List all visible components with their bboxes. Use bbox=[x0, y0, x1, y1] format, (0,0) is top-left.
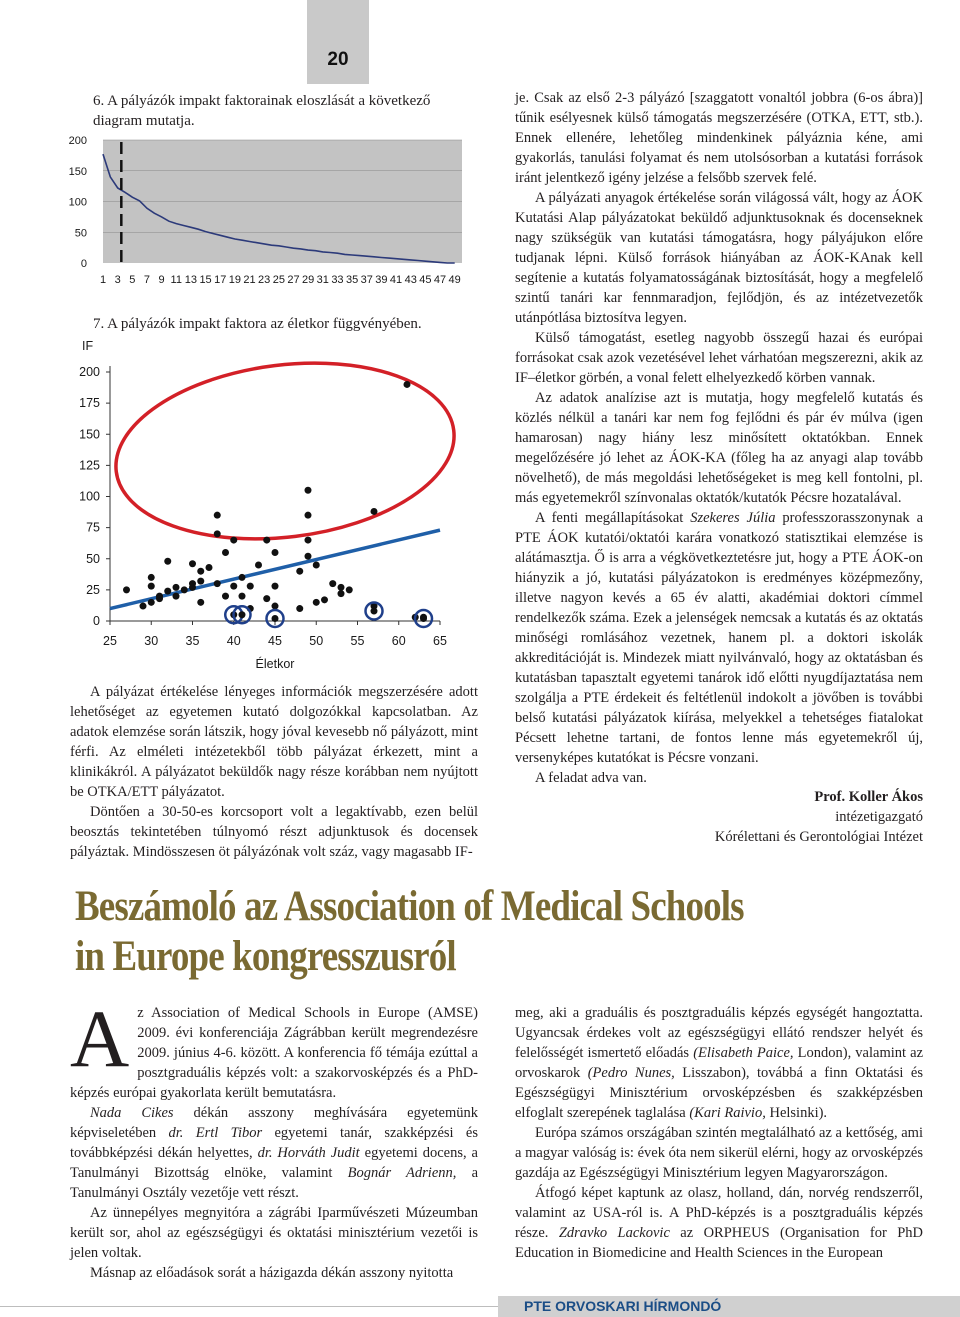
fig7-data-point bbox=[313, 599, 320, 606]
fig7-y-axis-label: IF bbox=[82, 339, 94, 353]
fig7-data-point bbox=[156, 595, 163, 602]
fig7-data-point bbox=[173, 584, 180, 591]
right-paragraph-3: Külső támogatást, esetleg nagyobb összegű hazai és európai forrásokat csak azok vezetésével lehet várhatóan megszerezni, akik az IF–életkor görbén, a vonal felett elhelyezkedő körben vannak. bbox=[515, 330, 923, 386]
fig6-x-tick-label: 21 bbox=[243, 274, 256, 286]
fig7-data-point bbox=[189, 584, 196, 591]
fig6-x-tick-label: 23 bbox=[258, 274, 271, 286]
figure6-caption: 6. A pályázók impakt faktorainak eloszlását a következő diagram mutatja. bbox=[93, 93, 431, 129]
fig6-x-tick-label: 37 bbox=[360, 274, 373, 286]
fig7-y-tick-label: 0 bbox=[93, 614, 100, 628]
fig6-y-tick-label: 100 bbox=[68, 196, 87, 209]
fig7-data-point bbox=[173, 593, 180, 600]
fig7-x-tick-label: 40 bbox=[226, 634, 241, 648]
fig7-data-point bbox=[148, 574, 155, 581]
figure7-chart bbox=[70, 334, 480, 676]
fig6-x-tick-label: 9 bbox=[158, 274, 165, 286]
fig7-circled-data-point bbox=[371, 608, 378, 615]
fig7-data-point bbox=[255, 561, 262, 568]
footer-bar bbox=[498, 1296, 960, 1317]
fig7-x-tick-label: 25 bbox=[103, 634, 117, 648]
fig7-x-tick-label: 55 bbox=[350, 634, 365, 648]
signature-name: Prof. Koller Ákos bbox=[814, 789, 923, 805]
fig6-x-tick-label: 31 bbox=[316, 274, 329, 286]
fig7-data-point bbox=[305, 537, 312, 544]
fig6-x-tick-label: 15 bbox=[199, 274, 212, 286]
article-paragraph-2: Nada Cikes dékán asszony meghívására egyetemünk képviseletében dr. Ertl Tibor egyetemi tanár, szakképzési és továbbképzési dékán helyettes, dr. Horváth Judit egyetemi docens, a Tanulmányi Bizottság elnöke, valamint Bognár Adrienn, a Tanulmányi Osztály vezetője vett részt. bbox=[70, 1105, 479, 1201]
fig6-x-tick-label: 49 bbox=[448, 274, 461, 286]
fig7-data-point bbox=[239, 593, 246, 600]
fig7-y-tick-label: 75 bbox=[86, 520, 100, 535]
fig6-y-tick-label: 150 bbox=[68, 165, 87, 178]
fig7-data-point bbox=[123, 586, 130, 593]
fig7-data-point bbox=[189, 560, 196, 567]
fig6-x-tick-label: 47 bbox=[433, 274, 447, 286]
fig6-x-tick-label: 35 bbox=[345, 274, 359, 286]
footer-rule bbox=[0, 1306, 498, 1307]
fig7-x-tick-label: 50 bbox=[309, 634, 324, 648]
left-paragraph-1: A pályázat értékelése lényeges információk megszerzésére adott lehetőséget az egyetemen kutató dolgozókkal kapcsolatban. Az adatok elemzése során látszik, hogy jóval kevesebb nő pályázott, mint férfi. Az elméleti intézetekből több pályázat érkezett, mint a klinikákról. A pályázatot beküldők nagy része korábban nem nyújtott be OTKA/ETT pályázatot. bbox=[70, 684, 478, 800]
article-title: Beszámoló az Association of Medical Schools in Europe kongresszusról bbox=[75, 883, 744, 980]
fig7-data-point bbox=[197, 599, 204, 606]
journal-name: PTE ORVOSKARI HÍRMONDÓ bbox=[524, 1298, 722, 1314]
fig6-x-tick-label: 17 bbox=[214, 274, 227, 286]
fig6-x-tick-label: 25 bbox=[272, 274, 285, 286]
fig7-data-point bbox=[329, 580, 336, 587]
article-paragraph-1: Az Association of Medical Schools in Europe (AMSE) 2009. évi konferenciája Zágrábban került megrendezésre 2009. június 4-6. között. A konferencia fő témája ezúttal a posztgraduális képzés volt: a szakorvosképzés és a PhD- képzés európai gyakorlata került bemutatásra. bbox=[70, 993, 478, 1101]
right-paragraph-4: Az adatok analízise azt is mutatja, hogy megfelelő kutatás és közlés nélkül a tanári kar nem fog fejlődni és pár év múlva (igen hamarosan) nagy hiány lesz minősített oktatókban. Ennek megelőzésére jó lehet az ÁOK-KA (főleg ha az anyagi alap tovább növelhető), de más megoldási lehetőségeket is meg kell fontolni, pl. más egyetemekről színvonalas oktatók/kutatók Pécsre hozatalával. bbox=[515, 390, 923, 506]
fig6-y-tick-label: 50 bbox=[74, 227, 87, 240]
fig6-x-tick-label: 7 bbox=[143, 274, 151, 286]
fig7-data-point bbox=[214, 530, 221, 537]
fig7-data-point bbox=[263, 595, 270, 602]
fig7-y-tick-label: 100 bbox=[79, 489, 100, 504]
fig7-data-point bbox=[164, 588, 171, 595]
fig7-data-point bbox=[321, 596, 328, 603]
figure6-chart bbox=[60, 128, 475, 300]
fig7-data-point bbox=[197, 578, 204, 585]
author-szekeres: Szekeres Júlia bbox=[690, 510, 776, 526]
fig6-x-tick-label: 27 bbox=[287, 274, 300, 286]
right-column-text bbox=[515, 88, 923, 788]
figure7-caption: 7. A pályázók impakt faktora az életkor függvényében. bbox=[93, 316, 422, 332]
fig6-x-tick-label: 19 bbox=[228, 274, 242, 286]
page-number-tab bbox=[307, 0, 369, 84]
fig6-x-tick-label: 3 bbox=[114, 274, 121, 286]
drop-cap: A bbox=[70, 993, 130, 1084]
fig7-data-point bbox=[338, 584, 345, 591]
fig7-data-point bbox=[197, 568, 204, 575]
right-paragraph-1: je. Csak az első 2-3 pályázó [szaggatott vonaltól jobbra (6-os ábra)] tűnik esélyesnek külső támogatás megszerzésére (OTKA, ETT, stb.). Ennek ellenére, lehetőleg mindenkinek pályáznia kéne, ami gyakorlás, tanulási folyamat és nem utolsósorban a kutatási források iránt jelentkező igény jelzése a felsőbb szervek felé. bbox=[515, 90, 923, 186]
fig7-data-point bbox=[222, 593, 229, 600]
fig7-data-point bbox=[206, 564, 213, 571]
fig7-data-point bbox=[181, 586, 188, 593]
fig7-data-point bbox=[230, 537, 237, 544]
fig7-data-point bbox=[338, 590, 345, 597]
fig7-data-point bbox=[272, 549, 279, 556]
signature-block bbox=[515, 787, 923, 847]
fig6-y-tick-label: 200 bbox=[68, 135, 87, 147]
article-paragraph-3: Az ünnepélyes megnyitóra a zágrábi Iparművészeti Múzeumban került sor, ahol az egészségügyi és oktatási minisztérium vezetői is jelen voltak. bbox=[70, 1205, 478, 1261]
fig7-data-point bbox=[230, 583, 237, 590]
left-paragraph-2: Döntően a 30-50-es korcsoport volt a legaktívabb, ezen belül beosztás tekintetében túlnyomó részt adjunktusok és docensek pályáztak. Mindösszesen öt pályázónak volt száz, vagy magasabb IF- bbox=[70, 804, 478, 860]
fig7-data-point bbox=[296, 568, 303, 575]
fig6-x-tick-label: 29 bbox=[302, 274, 315, 286]
right-paragraph-2: A pályázati anyagok értékelése során világossá vált, hogy az ÁOK Kutatási Alap pályázatokat beküldő adjunktusoknak és docenseknek nagy szükségük van kutatási támogatásra, hogy pályájukon előre tudjanak lépni. Külső források hiányában az ÁOK-KAnak kell segítenie a kutatás folyamatosságának biztosítását, hogy a megfelelő szintű tanári kar fennmaradjon, fejlődjön, és az intézetvezetők utánpótlása biztosítva legyen. bbox=[515, 190, 923, 326]
fig7-data-point bbox=[164, 558, 171, 565]
fig7-data-point bbox=[272, 583, 279, 590]
fig6-x-tick-label: 33 bbox=[331, 274, 344, 286]
fig7-data-point bbox=[247, 583, 254, 590]
fig6-x-tick-label: 5 bbox=[129, 274, 136, 286]
fig7-y-tick-label: 150 bbox=[79, 427, 100, 442]
fig7-circled-data-point bbox=[420, 615, 427, 622]
fig7-data-point bbox=[305, 512, 312, 519]
fig7-data-point bbox=[214, 512, 221, 519]
fig7-x-tick-label: 45 bbox=[268, 634, 282, 648]
fig6-x-tick-label: 1 bbox=[99, 274, 107, 286]
fig7-data-point bbox=[239, 574, 246, 581]
fig7-data-point bbox=[140, 603, 147, 610]
fig7-circled-data-point bbox=[239, 611, 246, 618]
signature-role: intézetigazgató bbox=[835, 809, 923, 825]
fig7-x-tick-label: 65 bbox=[433, 634, 447, 648]
fig6-y-tick-label: 0 bbox=[80, 258, 87, 270]
fig7-y-tick-label: 125 bbox=[79, 458, 100, 473]
article-paragraph-4: Másnap az előadások sorát a házigazda dékán asszony nyitotta bbox=[90, 1265, 454, 1281]
left-column-text bbox=[70, 682, 478, 862]
fig7-data-point bbox=[272, 603, 279, 610]
fig7-highlight-ellipse bbox=[106, 345, 464, 557]
fig6-x-tick-label: 41 bbox=[389, 274, 403, 286]
fig7-x-axis-label: Életkor bbox=[255, 657, 295, 671]
article-left-column bbox=[70, 993, 479, 1283]
fig7-data-point bbox=[346, 586, 353, 593]
fig7-x-tick-label: 60 bbox=[391, 634, 406, 648]
fig7-y-tick-label: 200 bbox=[79, 365, 100, 379]
fig7-data-point bbox=[305, 553, 312, 560]
fig7-data-point bbox=[214, 580, 221, 587]
fig7-circled-data-point bbox=[272, 615, 279, 622]
signature-institute: Kórélettani és Gerontológiai Intézet bbox=[714, 829, 923, 845]
fig7-data-point bbox=[263, 537, 270, 544]
fig7-data-point bbox=[148, 599, 155, 606]
right-paragraph-5: A fenti megállapításokat Szekeres Júlia professzorasszonynak a PTE ÁOK kutatói/oktatói karára vonatkozó statisztikai elemzése is alátámasztja. Ő is arra a végkövetkeztetésre jut, hogy a PTE ÁOK-on hiányzik a jó, kutatási pályázatokon is eredményes középmezőny, illetve nagyon kevés a 65 év alatti, akadémiai doktori címmel rendelkezők száma. Ezek a jelenségek nemcsak a kutatás és az oktatás minőségi romlásához vezetnek, hanem pl. a doktori iskolák akkreditációját is. Mindezek miatt nyilvánvaló, hogy az oktatásban és kutatásban tapasztalt egyetemi tanárok idő előtti nyugdíjaztatása nem szolgálja a PTE érdekeit és feltétlenül indokolt a jövőben is további belső kutatási pályázatok kiírása, melyekkel a tehetséges fiatalokat Pécsett lehetne tartani, de fontos lenne más egyetemekről új, versenyképes kutatókat is Pécsre vonzani. bbox=[515, 510, 923, 766]
article-paragraph-6: Európa számos országában szintén megtalálható az a kettőség, ami a magyar valóság is: évek óta nem sikerül elérni, hogy az orvosképzés gazdája az Egészségügyi Minisztérium legyen Magyarországon. bbox=[515, 1125, 923, 1181]
fig7-data-point bbox=[296, 605, 303, 612]
fig6-x-tick-label: 13 bbox=[184, 274, 198, 286]
fig6-x-tick-label: 43 bbox=[404, 274, 417, 286]
fig7-data-point bbox=[404, 381, 411, 388]
fig7-data-point bbox=[313, 561, 320, 568]
fig7-data-point bbox=[222, 549, 229, 556]
fig7-x-tick-label: 35 bbox=[185, 634, 200, 648]
fig6-x-tick-label: 11 bbox=[170, 274, 182, 286]
article-right-column bbox=[515, 1003, 923, 1263]
page-number: 20 bbox=[327, 49, 349, 70]
fig6-x-tick-label: 39 bbox=[375, 274, 388, 286]
fig6-x-tick-label: 45 bbox=[419, 274, 432, 286]
fig7-y-tick-label: 25 bbox=[86, 582, 100, 597]
article-paragraph-7: Átfogó képet kaptunk az olasz, holland, dán, norvég rendszerről, valamint az USA-ról is. A PhD-képzés is a posztgraduális képzés része. Zdravko Lackovic az ORPHEUS (Organisation for PhD Education in Biomedicine and Health Sciences in the European bbox=[515, 1185, 924, 1261]
fig7-data-point bbox=[148, 583, 155, 590]
fig7-data-point bbox=[371, 508, 378, 515]
fig7-y-tick-label: 175 bbox=[79, 396, 100, 411]
right-paragraph-6: A feladat adva van. bbox=[535, 770, 647, 786]
fig7-data-point bbox=[305, 487, 312, 494]
fig7-y-tick-label: 50 bbox=[86, 551, 100, 566]
article-paragraph-5: meg, aki a graduális és posztgraduális képzés egységét hangoztatta. Ugyancsak érdekes volt az egészségügyi ellátó rendszer helyét és felelősségét ismertető előadás (Elisabeth Paice, London), valamint az orvoskarok (Pedro Nunes, Lisszabon), továbbá a finn Oktatási és Egészségügyi Minisztérium orvosképzésben és szakképzésben elfoglalt szerepének taglalása (Kari Raivio, Helsinki). bbox=[515, 1005, 924, 1121]
fig7-x-tick-label: 30 bbox=[144, 634, 159, 648]
